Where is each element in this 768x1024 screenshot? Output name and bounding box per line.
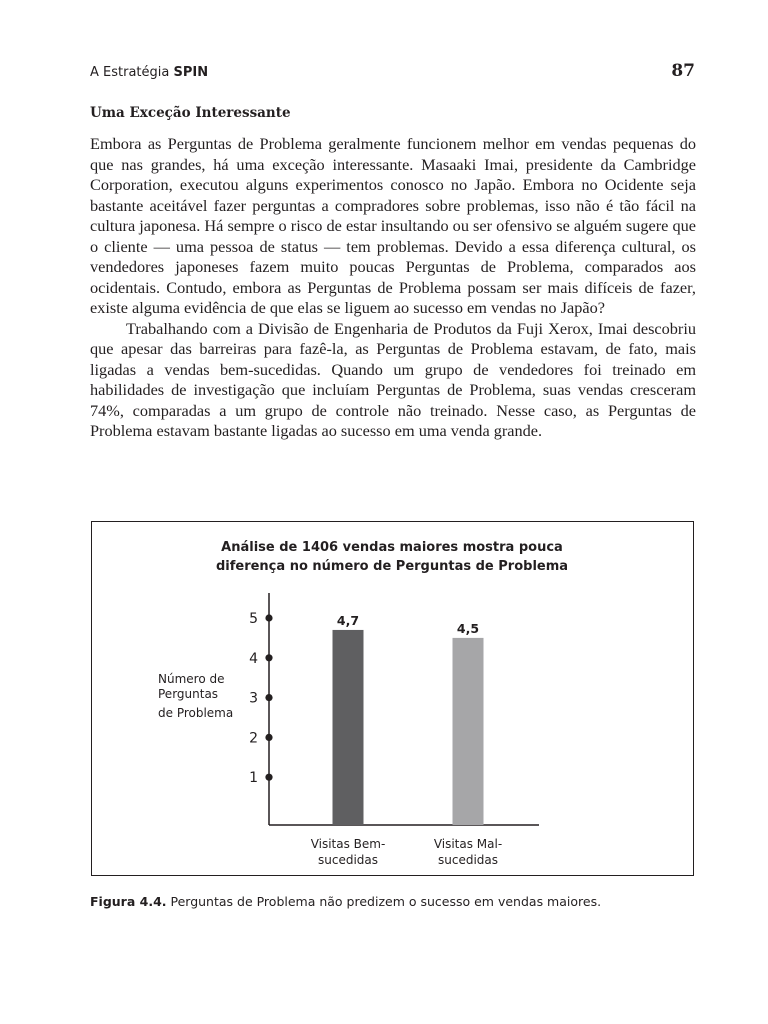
paragraph-2: Trabalhando com a Divisão de Engenharia de Produtos da Fuji Xerox, Imai descobriu que apesar das barreiras para fazê-la, as Perguntas de Problema estavam, de fato, mais ligadas a vendas bem-sucedidas. Quando um grupo de vendedores foi treinado em habilidades de investigação que incluíam Perguntas de Problema, suas vendas cresceram 74%, comparadas a um grupo de controle não treinado. Nesse caso, as Perguntas de Problema estavam bastante ligadas ao sucesso em uma venda grande. xyxy=(90,318,696,440)
book-title-prefix: A Estratégia xyxy=(90,65,174,80)
x-category-label-2-line-1: Visitas Mal- xyxy=(433,837,503,851)
data-label-1: 4,7 xyxy=(336,612,360,628)
figure-caption-label: Figura 4.4. xyxy=(90,894,167,909)
book-title-bold: SPIN xyxy=(173,65,209,80)
book-title xyxy=(90,65,208,80)
bar-2 xyxy=(453,638,484,825)
y-axis-label-line-1: Número de xyxy=(158,672,225,686)
paragraph-1: Embora as Perguntas de Problema geralmente funcionem melhor em vendas pequenas do que nas grandes, há uma exceção interessante. Masaaki Imai, presidente da Cambridge Corporation, executou alguns experimentos conosco no Japão. Embora no Ocidente seja bastante aceitável fazer perguntas a compradores sobre problemas, isso não é tão fácil na cultura japonesa. Há sempre o risco de estar insultando ou ser ofensivo se alguém sugere que o cliente — uma pessoa de status — tem problemas. Devido a essa diferença cultural, os vendedores japoneses fazem muito poucas Perguntas de Problema, comparados aos ocidentais. Contudo, embora as Perguntas de Problema possam ser mais difíceis de fazer, existe alguma evidência de que elas se liguem ao sucesso em vendas no Japão? xyxy=(90,134,696,317)
y-tick-label: 3 xyxy=(249,690,258,707)
body-text xyxy=(90,134,696,442)
x-category-label-1-line-1: Visitas Bem- xyxy=(310,837,386,851)
x-category-label-2-line-2: sucedidas xyxy=(437,853,499,867)
y-tick-label: 1 xyxy=(249,770,258,787)
y-tick-label: 4 xyxy=(249,650,258,667)
chart-title-line-1: Análise de 1406 vendas maiores mostra pouca xyxy=(221,540,563,555)
figure-caption xyxy=(90,894,601,909)
y-tick-label: 2 xyxy=(249,730,258,747)
y-tick-marker xyxy=(265,694,272,701)
y-axis-label-line-3: de Problema xyxy=(158,706,234,720)
x-category-label-1-line-2: sucedidas xyxy=(317,853,379,867)
data-label-2: 4,5 xyxy=(456,620,480,636)
y-tick-label: 5 xyxy=(249,611,258,627)
bar-chart xyxy=(92,522,695,877)
page-number: 87 xyxy=(671,61,695,81)
running-head xyxy=(90,63,695,85)
y-tick-marker xyxy=(265,774,272,781)
y-tick-marker xyxy=(265,614,272,621)
chart-title-line-2: diferença no número de Perguntas de Problema xyxy=(215,559,569,574)
y-tick-marker xyxy=(265,734,272,741)
bar-1 xyxy=(333,630,364,825)
figure-caption-text: Perguntas de Problema não predizem o sucesso em vendas maiores. xyxy=(166,894,602,909)
figure-box xyxy=(91,521,694,876)
y-tick-marker xyxy=(265,654,272,661)
bars xyxy=(333,613,484,825)
section-heading: Uma Exceção Interessante xyxy=(90,105,291,121)
y-axis-label-line-2: Perguntas xyxy=(158,687,219,701)
